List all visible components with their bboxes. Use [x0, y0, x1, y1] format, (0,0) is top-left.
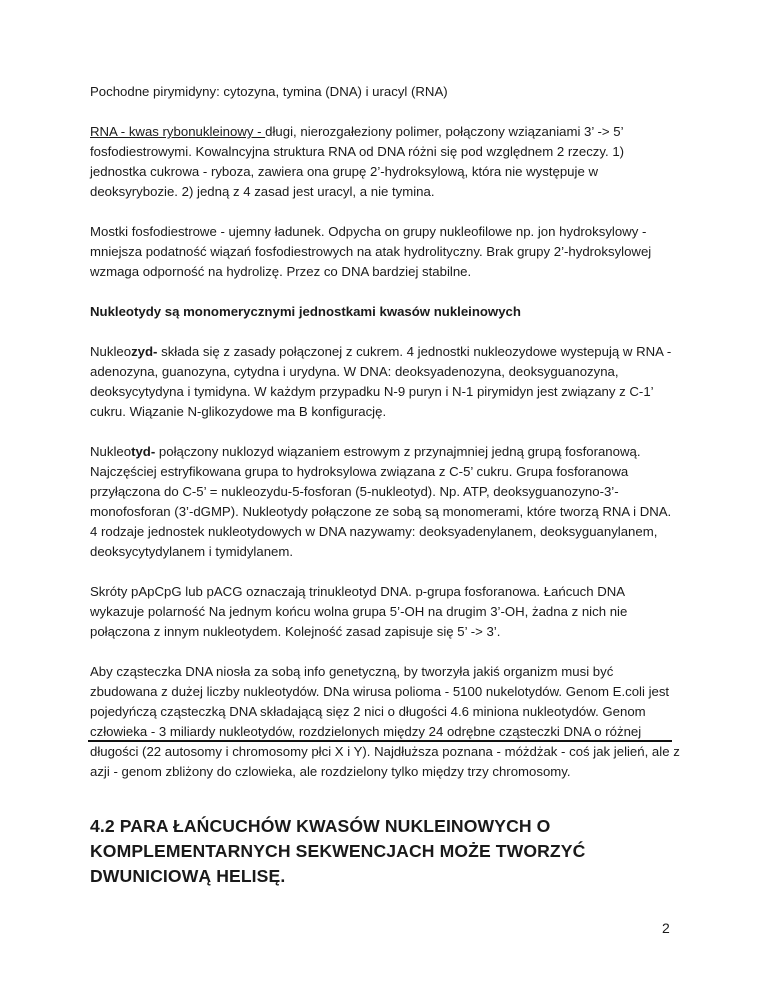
page-number: 2 [662, 920, 670, 936]
phosphodiester-paragraph: Mostki fosfodiestrowe - ujemny ładunek. Odpycha on grupy nukleofilowe np. jon hydroksylowy - mniejsza podatność wiązań fosfodiestrowych na atak hydrolityczny. Brak grupy 2’-hydroksylowej wzmaga odporność na hydrolizę. Przez co DNA bardziej stabilne. [90, 224, 652, 279]
genome-paragraph: Aby cząsteczka DNA niosła za sobą info genetyczną, by tworzyła jakiś organizm musi być zbudowana z dużej liczby nukleotydów. DNa wirusa polioma - 5100 nukelotydów. Genom E.coli jest pojedyńczą cząsteczką DNA składającą sięz 2 nici o długości 4.6 miniona nukleotydów. Genom człowieka - 3 miliardy nukleotydów, rozdzielonych między 24 odrębne cząsteczki DNA o różnej długości (22 autosomy i chromosomy płci X i Y). Najdłuższa poznana - móżdżak - coś jak jelień, ale z azji - genom zbliżony do czlowieka, ale rozdzielony tylko między trzy chromosomy. [90, 664, 680, 779]
nucleoside-text: składa się z zasady połączonej z cukrem. 4 jednostki nukleozydowe wystepują w RNA - adenozyna, guanozyna, cytydna i urydyna. W DNA: deoksyadenozyna, deoksyguanozyna, deoksycytydyna i tymidyna. W każdym przypadku N-9 puryn i N-1 pirymidyn jest związany z C-1’ cukru. Wiązanie N-glikozydowe ma B konfigurację. [90, 344, 672, 419]
nucleoside-prefix: Nukleo [90, 344, 132, 359]
rna-text: długi, nierozgałeziony polimer, połączony wziązaniami 3’ -> 5’ fosfodiestrowymi. Kowalncyjna struktura RNA od DNA różni się pod względnem 2 rzeczy. 1) jednostka cukrowa - ryboza, zawiera ona grupę 2’-hydroksylową, która nie występuje w deoksyrybozie. 2) jedną z 4 zasad jest uracyl, a nie tymina. [90, 124, 625, 199]
nucleotide-bold: tyd- [131, 444, 156, 459]
nucleotide-text: połączony nuklozyd wiązaniem estrowym z przynajmniej jedną grupą fosforanową. Najczęściej estryfikowana grupa to hydroksylowa związana z C-5’ cukru. Grupa fosforanowa przyłączona do C-5’ = nukleozydu-5-fosforan (5-nukleotyd). Np. ATP, deoksyguanozyno-3’-monofosforan (3’-dGMP). Nukleotydy połączone ze sobą są monomerami, które tworzą RNA i DNA. 4 rodzaje jednostek nukleotydowych w DNA nazywamy: deoksyadenylanem, deoksyguanylanem, deoksycytydylanem i tymidylanem. [90, 444, 672, 559]
document-body [90, 82, 680, 782]
nucleoside-paragraph [90, 342, 680, 422]
rna-term: RNA - kwas rybonukleinowy - [90, 124, 266, 139]
nucleoside-bold: zyd- [131, 344, 158, 359]
nucleotides-subheading: Nukleotydy są monomerycznymi jednostkami kwasów nukleinowych [90, 304, 521, 319]
nucleotide-prefix: Nukleo [90, 444, 132, 459]
abbreviations-paragraph: Skróty pApCpG lub pACG oznaczają trinukleotyd DNA. p-grupa fosforanowa. Łańcuch DNA wykazuje polarność Na jednym końcu wolna grupa 5’-OH na drugim 3’-OH, żadna z nich nie połączona z innym nukleotydem. Kolejność zasad zapisuje się 5’ -> 3’. [90, 584, 628, 639]
nucleotide-paragraph [90, 442, 680, 562]
rna-paragraph [90, 122, 680, 202]
section-heading: 4.2 PARA ŁAŃCUCHÓW KWASÓW NUKLEINOWYCH O KOMPLEMENTARNYCH SEKWENCJACH MOŻE TWORZYĆ DWUNICIOWĄ HELISĘ. [90, 816, 586, 886]
pyrimidines-paragraph: Pochodne pirymidyny: cytozyna, tymina (DNA) i uracyl (RNA) [90, 84, 448, 99]
horizontal-rule [88, 740, 672, 742]
